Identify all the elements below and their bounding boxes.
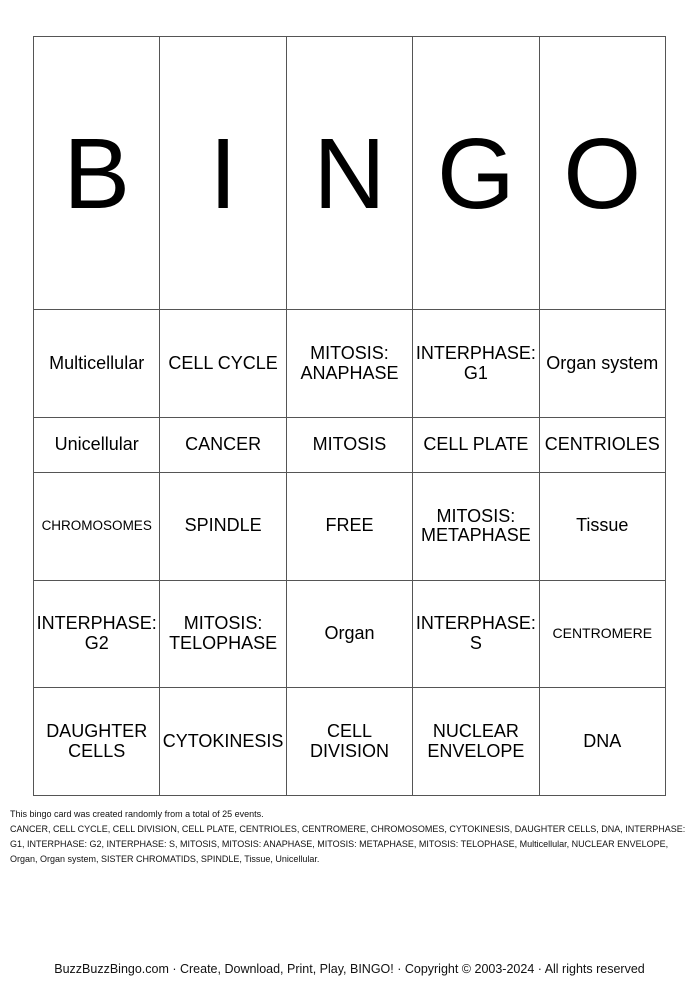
bingo-cell: CELL DIVISION <box>286 688 412 796</box>
bingo-cell: DAUGHTER CELLS <box>34 688 160 796</box>
bingo-cell: CENTRIOLES <box>539 417 665 472</box>
bingo-header-row <box>34 37 666 310</box>
free-space-cell: FREE <box>286 472 412 580</box>
header-letter-i: I <box>160 37 286 310</box>
header-letter-n: N <box>286 37 412 310</box>
bingo-cell: CELL CYCLE <box>160 310 286 418</box>
bingo-row-2 <box>34 417 666 472</box>
bingo-cell: Multicellular <box>34 310 160 418</box>
event-list: CANCER, CELL CYCLE, CELL DIVISION, CELL PLATE, CENTRIOLES, CENTROMERE, CHROMOSOMES, CYTOKINESIS, DAUGHTER CELLS, DNA, INTERPHASE: G1, INTERPHASE: G2, INTERPHASE: S, MITOSIS, MITOSIS: ANAPHASE, MITOSIS: METAPHASE, MITOSIS: TELOPHASE, Multicellular, NUCLEAR ENVELOPE, Organ, Organ system, SISTER CHROMATIDS, SPINDLE, Tissue, Unicellular. <box>10 824 686 864</box>
header-letter-g: G <box>413 37 539 310</box>
bingo-cell: MITOSIS: METAPHASE <box>413 472 539 580</box>
bingo-cell: CELL PLATE <box>413 417 539 472</box>
bingo-row-3 <box>34 472 666 580</box>
bingo-cell: Tissue <box>539 472 665 580</box>
bingo-cell: INTERPHASE: S <box>413 580 539 688</box>
bingo-cell: NUCLEAR ENVELOPE <box>413 688 539 796</box>
bingo-cell: MITOSIS: TELOPHASE <box>160 580 286 688</box>
bingo-cell: SPINDLE <box>160 472 286 580</box>
bingo-cell: CHROMOSOMES <box>34 472 160 580</box>
header-letter-b: B <box>34 37 160 310</box>
bingo-cell: CYTOKINESIS <box>160 688 286 796</box>
bingo-cell: CENTROMERE <box>539 580 665 688</box>
bingo-cell: CANCER <box>160 417 286 472</box>
card-info <box>10 807 690 867</box>
page-footer: BuzzBuzzBingo.com · Create, Download, Print, Play, BINGO! · Copyright © 2003-2024 · All rights reserved <box>54 962 645 976</box>
bingo-row-5 <box>34 688 666 796</box>
header-letter-o: O <box>539 37 665 310</box>
bingo-card <box>33 36 666 796</box>
bingo-row-4 <box>34 580 666 688</box>
bingo-cell: INTERPHASE: G2 <box>34 580 160 688</box>
bingo-cell: MITOSIS: ANAPHASE <box>286 310 412 418</box>
bingo-cell: DNA <box>539 688 665 796</box>
bingo-cell: MITOSIS <box>286 417 412 472</box>
bingo-cell: Organ <box>286 580 412 688</box>
bingo-cell: Unicellular <box>34 417 160 472</box>
bingo-cell: Organ system <box>539 310 665 418</box>
bingo-row-1 <box>34 310 666 418</box>
card-summary: This bingo card was created randomly from a total of 25 events. <box>10 809 264 819</box>
bingo-cell: INTERPHASE: G1 <box>413 310 539 418</box>
